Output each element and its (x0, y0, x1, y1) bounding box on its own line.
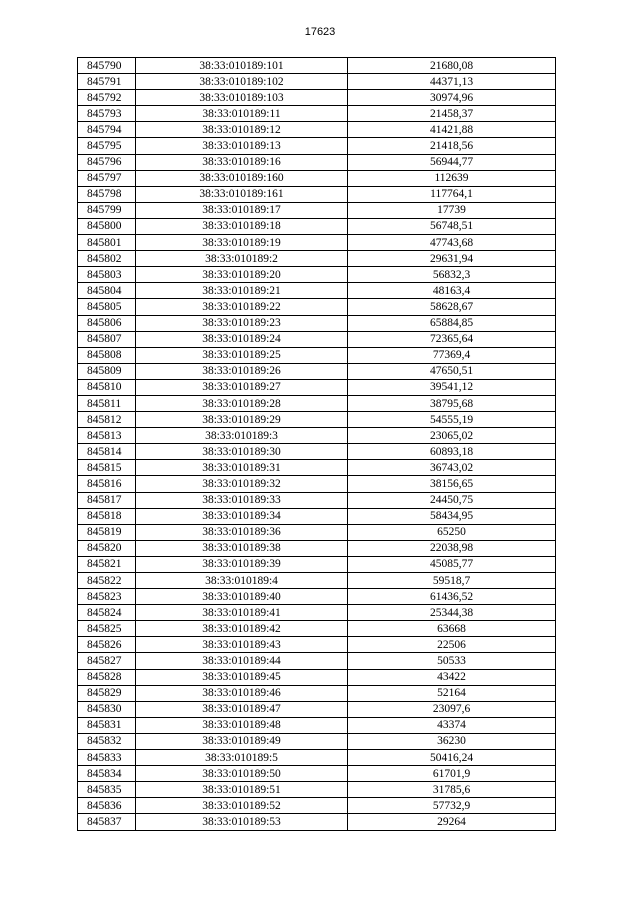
table-row (78, 524, 556, 540)
table-row (78, 814, 556, 830)
cadastral-number-cell: 38:33:010189:48 (136, 717, 348, 733)
table-row (78, 267, 556, 283)
row-number-cell: 845820 (78, 540, 136, 556)
cadastral-number-cell: 38:33:010189:42 (136, 621, 348, 637)
cadastral-number-cell: 38:33:010189:25 (136, 347, 348, 363)
row-number-cell: 845803 (78, 267, 136, 283)
table-row (78, 251, 556, 267)
table-row (78, 186, 556, 202)
cadastral-value-cell: 50533 (348, 653, 556, 669)
table-row (78, 218, 556, 234)
cadastral-value-cell: 65250 (348, 524, 556, 540)
cadastral-value-cell: 43422 (348, 669, 556, 685)
cadastral-number-cell: 38:33:010189:161 (136, 186, 348, 202)
row-number-cell: 845796 (78, 154, 136, 170)
table-row (78, 508, 556, 524)
cadastral-value-cell: 30974,96 (348, 90, 556, 106)
cadastral-number-cell: 38:33:010189:51 (136, 782, 348, 798)
cadastral-number-cell: 38:33:010189:36 (136, 524, 348, 540)
cadastral-number-cell: 38:33:010189:102 (136, 74, 348, 90)
table-row (78, 58, 556, 74)
cadastral-number-cell: 38:33:010189:38 (136, 540, 348, 556)
cadastral-value-cell: 25344,38 (348, 605, 556, 621)
row-number-cell: 845818 (78, 508, 136, 524)
cadastral-value-cell: 117764,1 (348, 186, 556, 202)
row-number-cell: 845819 (78, 524, 136, 540)
cadastral-value-cell: 39541,12 (348, 379, 556, 395)
cadastral-number-cell: 38:33:010189:160 (136, 170, 348, 186)
cadastral-number-cell: 38:33:010189:53 (136, 814, 348, 830)
row-number-cell: 845814 (78, 444, 136, 460)
cadastral-value-cell: 112639 (348, 170, 556, 186)
row-number-cell: 845800 (78, 218, 136, 234)
cadastral-number-cell: 38:33:010189:32 (136, 476, 348, 492)
cadastral-value-cell: 38156,65 (348, 476, 556, 492)
row-number-cell: 845790 (78, 58, 136, 74)
cadastral-number-cell: 38:33:010189:101 (136, 58, 348, 74)
row-number-cell: 845792 (78, 90, 136, 106)
table-row (78, 685, 556, 701)
cadastral-number-cell: 38:33:010189:24 (136, 331, 348, 347)
cadastral-value-cell: 58434,95 (348, 508, 556, 524)
row-number-cell: 845825 (78, 621, 136, 637)
row-number-cell: 845805 (78, 299, 136, 315)
row-number-cell: 845797 (78, 170, 136, 186)
cadastral-number-cell: 38:33:010189:3 (136, 428, 348, 444)
cadastral-number-cell: 38:33:010189:43 (136, 637, 348, 653)
table-row (78, 782, 556, 798)
table-row (78, 428, 556, 444)
cadastral-value-cell: 24450,75 (348, 492, 556, 508)
cadastral-number-cell: 38:33:010189:49 (136, 733, 348, 749)
table-row (78, 106, 556, 122)
row-number-cell: 845817 (78, 492, 136, 508)
row-number-cell: 845807 (78, 331, 136, 347)
table-row (78, 202, 556, 218)
table-row (78, 476, 556, 492)
table-row (78, 605, 556, 621)
table-row (78, 412, 556, 428)
cadastral-value-cell: 21680,08 (348, 58, 556, 74)
cadastral-number-cell: 38:33:010189:11 (136, 106, 348, 122)
table-row (78, 299, 556, 315)
page-number: 17623 (304, 26, 336, 38)
cadastral-value-cell: 21458,37 (348, 106, 556, 122)
cadastral-number-cell: 38:33:010189:2 (136, 251, 348, 267)
table-row (78, 154, 556, 170)
table-row (78, 573, 556, 589)
cadastral-value-cell: 65884,85 (348, 315, 556, 331)
cadastral-value-cell: 77369,4 (348, 347, 556, 363)
cadastral-number-cell: 38:33:010189:52 (136, 798, 348, 814)
row-number-cell: 845799 (78, 202, 136, 218)
row-number-cell: 845823 (78, 589, 136, 605)
cadastral-value-cell: 31785,6 (348, 782, 556, 798)
cadastral-value-cell: 61701,9 (348, 766, 556, 782)
cadastral-number-cell: 38:33:010189:34 (136, 508, 348, 524)
table-row (78, 170, 556, 186)
table-row (78, 122, 556, 138)
table-row (78, 621, 556, 637)
cadastral-number-cell: 38:33:010189:46 (136, 685, 348, 701)
cadastral-value-cell: 38795,68 (348, 395, 556, 411)
row-number-cell: 845812 (78, 412, 136, 428)
row-number-cell: 845826 (78, 637, 136, 653)
row-number-cell: 845834 (78, 766, 136, 782)
cadastral-value-cell: 50416,24 (348, 750, 556, 766)
cadastral-number-cell: 38:33:010189:29 (136, 412, 348, 428)
row-number-cell: 845829 (78, 685, 136, 701)
row-number-cell: 845832 (78, 733, 136, 749)
cadastral-value-cell: 23097,6 (348, 701, 556, 717)
row-number-cell: 845815 (78, 460, 136, 476)
cadastral-value-cell: 54555,19 (348, 412, 556, 428)
table-row (78, 766, 556, 782)
cadastral-value-cell: 43374 (348, 717, 556, 733)
table-row (78, 653, 556, 669)
table-row (78, 637, 556, 653)
table-row (78, 331, 556, 347)
row-number-cell: 845808 (78, 347, 136, 363)
cadastral-value-cell: 56832,3 (348, 267, 556, 283)
table-row (78, 589, 556, 605)
row-number-cell: 845802 (78, 251, 136, 267)
cadastral-value-cell: 59518,7 (348, 573, 556, 589)
cadastral-number-cell: 38:33:010189:21 (136, 283, 348, 299)
cadastral-value-cell: 36230 (348, 733, 556, 749)
cadastral-value-cell: 61436,52 (348, 589, 556, 605)
cadastral-number-cell: 38:33:010189:50 (136, 766, 348, 782)
cadastral-number-cell: 38:33:010189:39 (136, 556, 348, 572)
row-number-cell: 845831 (78, 717, 136, 733)
table-row (78, 395, 556, 411)
table-row (78, 138, 556, 154)
row-number-cell: 845816 (78, 476, 136, 492)
cadastral-value-cell: 21418,56 (348, 138, 556, 154)
cadastral-value-cell: 47743,68 (348, 235, 556, 251)
row-number-cell: 845821 (78, 556, 136, 572)
row-number-cell: 845824 (78, 605, 136, 621)
row-number-cell: 845798 (78, 186, 136, 202)
cadastral-value-cell: 48163,4 (348, 283, 556, 299)
row-number-cell: 845810 (78, 379, 136, 395)
cadastral-value-cell: 29264 (348, 814, 556, 830)
cadastral-number-cell: 38:33:010189:13 (136, 138, 348, 154)
cadastral-number-cell: 38:33:010189:33 (136, 492, 348, 508)
row-number-cell: 845827 (78, 653, 136, 669)
cadastral-value-cell: 58628,67 (348, 299, 556, 315)
cadastral-number-cell: 38:33:010189:16 (136, 154, 348, 170)
cadastral-value-cell: 45085,77 (348, 556, 556, 572)
table-row (78, 750, 556, 766)
table-row (78, 540, 556, 556)
cadastral-number-cell: 38:33:010189:4 (136, 573, 348, 589)
cadastral-number-cell: 38:33:010189:22 (136, 299, 348, 315)
cadastral-value-cell: 29631,94 (348, 251, 556, 267)
cadastral-value-cell: 72365,64 (348, 331, 556, 347)
cadastral-value-cell: 47650,51 (348, 363, 556, 379)
cadastral-value-cell: 23065,02 (348, 428, 556, 444)
table-body (78, 58, 556, 831)
row-number-cell: 845794 (78, 122, 136, 138)
cadastral-number-cell: 38:33:010189:47 (136, 701, 348, 717)
cadastral-value-cell: 17739 (348, 202, 556, 218)
row-number-cell: 845828 (78, 669, 136, 685)
table-row (78, 556, 556, 572)
cadastral-value-cell: 52164 (348, 685, 556, 701)
cadastral-value-cell: 22506 (348, 637, 556, 653)
cadastral-number-cell: 38:33:010189:30 (136, 444, 348, 460)
cadastral-number-cell: 38:33:010189:31 (136, 460, 348, 476)
cadastral-value-cell: 57732,9 (348, 798, 556, 814)
cadastral-number-cell: 38:33:010189:28 (136, 395, 348, 411)
table-row (78, 798, 556, 814)
row-number-cell: 845801 (78, 235, 136, 251)
cadastral-number-cell: 38:33:010189:41 (136, 605, 348, 621)
cadastral-number-cell: 38:33:010189:27 (136, 379, 348, 395)
row-number-cell: 845809 (78, 363, 136, 379)
table-row (78, 283, 556, 299)
row-number-cell: 845811 (78, 395, 136, 411)
cadastral-value-cell: 63668 (348, 621, 556, 637)
table-row (78, 444, 556, 460)
table-row (78, 701, 556, 717)
cadastral-number-cell: 38:33:010189:26 (136, 363, 348, 379)
row-number-cell: 845806 (78, 315, 136, 331)
row-number-cell: 845836 (78, 798, 136, 814)
cadastral-value-cell: 56748,51 (348, 218, 556, 234)
cadastral-number-cell: 38:33:010189:5 (136, 750, 348, 766)
table-row (78, 315, 556, 331)
cadastral-number-cell: 38:33:010189:12 (136, 122, 348, 138)
row-number-cell: 845795 (78, 138, 136, 154)
table-row (78, 379, 556, 395)
cadastral-value-cell: 44371,13 (348, 74, 556, 90)
table-row (78, 492, 556, 508)
cadastral-value-table (77, 57, 556, 831)
table-row (78, 460, 556, 476)
cadastral-number-cell: 38:33:010189:40 (136, 589, 348, 605)
cadastral-number-cell: 38:33:010189:45 (136, 669, 348, 685)
row-number-cell: 845813 (78, 428, 136, 444)
row-number-cell: 845837 (78, 814, 136, 830)
table-row (78, 733, 556, 749)
cadastral-number-cell: 38:33:010189:19 (136, 235, 348, 251)
cadastral-number-cell: 38:33:010189:18 (136, 218, 348, 234)
row-number-cell: 845791 (78, 74, 136, 90)
cadastral-value-cell: 41421,88 (348, 122, 556, 138)
table-row (78, 235, 556, 251)
cadastral-number-cell: 38:33:010189:23 (136, 315, 348, 331)
cadastral-value-cell: 36743,02 (348, 460, 556, 476)
row-number-cell: 845822 (78, 573, 136, 589)
row-number-cell: 845804 (78, 283, 136, 299)
row-number-cell: 845793 (78, 106, 136, 122)
table-row (78, 363, 556, 379)
cadastral-number-cell: 38:33:010189:20 (136, 267, 348, 283)
row-number-cell: 845833 (78, 750, 136, 766)
table-row (78, 669, 556, 685)
table-row (78, 717, 556, 733)
cadastral-number-cell: 38:33:010189:17 (136, 202, 348, 218)
row-number-cell: 845835 (78, 782, 136, 798)
cadastral-value-cell: 56944,77 (348, 154, 556, 170)
row-number-cell: 845830 (78, 701, 136, 717)
cadastral-value-cell: 60893,18 (348, 444, 556, 460)
table-row (78, 347, 556, 363)
cadastral-value-cell: 22038,98 (348, 540, 556, 556)
cadastral-number-cell: 38:33:010189:103 (136, 90, 348, 106)
table-row (78, 90, 556, 106)
cadastral-number-cell: 38:33:010189:44 (136, 653, 348, 669)
table-row (78, 74, 556, 90)
